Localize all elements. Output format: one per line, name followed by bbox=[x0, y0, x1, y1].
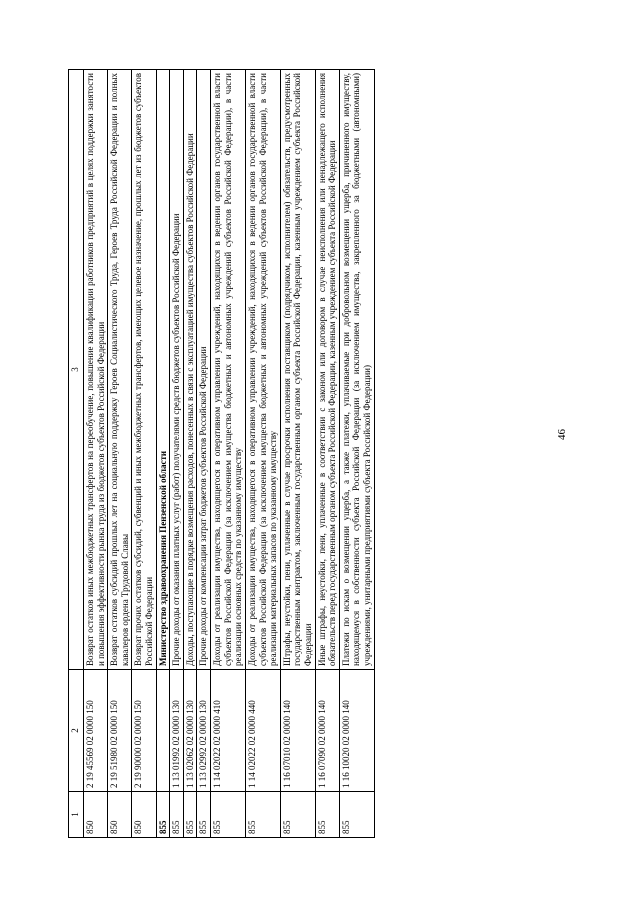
cell-budget-code: 1 16 10020 02 0000 140 bbox=[339, 670, 374, 792]
cell-budget-code bbox=[156, 670, 170, 792]
cell-budget-code: 1 13 01992 02 0000 130 bbox=[170, 670, 184, 792]
cell-budget-code: 2 19 45569 02 0000 150 bbox=[84, 670, 108, 792]
table-row bbox=[183, 70, 197, 838]
cell-admin-code: 850 bbox=[108, 792, 132, 838]
cell-admin-code: 850 bbox=[84, 792, 108, 838]
table-row bbox=[245, 70, 280, 838]
cell-description: Возврат остатков субсидий прошлых лет на социальную поддержку Героев Социалистического Труда, Героев Труда Российской Федерации и полных кавалеров ордена Трудовой Славы bbox=[108, 70, 132, 670]
cell-budget-code: 2 19 51980 02 0000 150 bbox=[108, 670, 132, 792]
cell-budget-code: 1 16 07090 02 0000 140 bbox=[315, 670, 339, 792]
cell-admin-code: 855 bbox=[156, 792, 170, 838]
cell-admin-code: 855 bbox=[170, 792, 184, 838]
cell-budget-code: 1 14 02022 02 0000 440 bbox=[245, 670, 280, 792]
cell-budget-code: 1 14 02022 02 0000 410 bbox=[211, 670, 246, 792]
cell-description: Доходы от реализации имущества, находящегося в оперативном управлении учреждений, находящихся в ведении органов государственной власти субъектов Российской Федерации (за исключением имущества бюджетных и автономных учреждений субъектов Российской Федерации), в части реализации основных средств по указанному имуществу bbox=[211, 70, 246, 670]
table-row bbox=[170, 70, 184, 838]
cell-admin-code: 855 bbox=[315, 792, 339, 838]
table-row bbox=[108, 70, 132, 838]
rotated-table-wrapper bbox=[68, 70, 576, 838]
cell-budget-code: 1 16 07010 02 0000 140 bbox=[280, 670, 315, 792]
table-row bbox=[339, 70, 374, 838]
table-body bbox=[84, 70, 375, 838]
table-row bbox=[132, 70, 156, 838]
cell-description: Штрафы, неустойки, пени, уплаченные в случае просрочки исполнения поставщиком (подрядчиком, исполнителем) обязательств, предусмотренных государственным контрактом, заключенным государственным органом субъекта Российской Федерации, казенным учреждением субъекта Российской Федерации bbox=[280, 70, 315, 670]
page-number: 46 bbox=[556, 429, 568, 440]
cell-budget-code: 1 13 02062 02 0000 130 bbox=[183, 670, 197, 792]
table-row bbox=[156, 70, 170, 838]
table-header-row bbox=[69, 70, 84, 838]
cell-budget-code: 2 19 90000 02 0000 150 bbox=[132, 670, 156, 792]
header-col-3: 3 bbox=[69, 70, 84, 670]
cell-admin-code: 855 bbox=[197, 792, 211, 838]
table-row bbox=[280, 70, 315, 838]
cell-description: Возврат прочих остатков субсидий, субвенций и иных межбюджетных трансфертов, имеющих целевое назначение, прошлых лет из бюджетов субъектов Российской Федерации bbox=[132, 70, 156, 670]
cell-description: Прочие доходы от компенсации затрат бюджетов субъектов Российской Федерации bbox=[197, 70, 211, 670]
cell-description: Министерство здравоохранения Пензенской области bbox=[156, 70, 170, 670]
cell-admin-code: 855 bbox=[183, 792, 197, 838]
cell-admin-code: 855 bbox=[280, 792, 315, 838]
cell-description: Доходы от реализации имущества, находящегося в оперативном управлении учреждений, находящихся в ведении органов государственной власти субъектов Российской Федерации (за исключением имущества бюджетных и автономных учреждений субъектов Российской Федерации), в части реализации материальных запасов по указанному имуществу bbox=[245, 70, 280, 670]
table-row bbox=[197, 70, 211, 838]
cell-admin-code: 855 bbox=[245, 792, 280, 838]
cell-admin-code: 850 bbox=[132, 792, 156, 838]
header-col-2: 2 bbox=[69, 670, 84, 792]
revenue-codes-table bbox=[68, 69, 375, 838]
cell-budget-code: 1 13 02992 02 0000 130 bbox=[197, 670, 211, 792]
cell-description: Возврат остатков иных межбюджетных трансфертов на переобучение, повышение квалификации работников предприятий в целях поддержки занятости и повышения эффективности рынка труда из бюджетов субъектов Российской Федерации bbox=[84, 70, 108, 670]
cell-admin-code: 855 bbox=[339, 792, 374, 838]
cell-description: Прочие доходы от оказания платных услуг (работ) получателями средств бюджетов субъектов Российской Федерации bbox=[170, 70, 184, 670]
table-row bbox=[211, 70, 246, 838]
cell-description: Иные штрафы, неустойки, пени, уплаченные в соответствии с законом или договором в случае неисполнения или ненадлежащего исполнения обязательств перед государственным органом субъекта Российской Федерации, казенным учреждением субъекта Российской Федерации bbox=[315, 70, 339, 670]
table-row bbox=[315, 70, 339, 838]
cell-description: Платежи по искам о возмещении ущерба, а также платежи, уплачиваемые при добровольном возмещении ущерба, причиненного имуществу, находящемуся в собственности субъекта Российской Федерации (за исключением имущества, закрепленного за бюджетными (автономными) учреждениями, унитарными предприятиями субъекта Российской Федерации) bbox=[339, 70, 374, 670]
cell-admin-code: 855 bbox=[211, 792, 246, 838]
header-col-1: 1 bbox=[69, 792, 84, 838]
table-row bbox=[84, 70, 108, 838]
cell-description: Доходы, поступающие в порядке возмещения расходов, понесенных в связи с эксплуатацией имущества субъектов Российской Федерации bbox=[183, 70, 197, 670]
